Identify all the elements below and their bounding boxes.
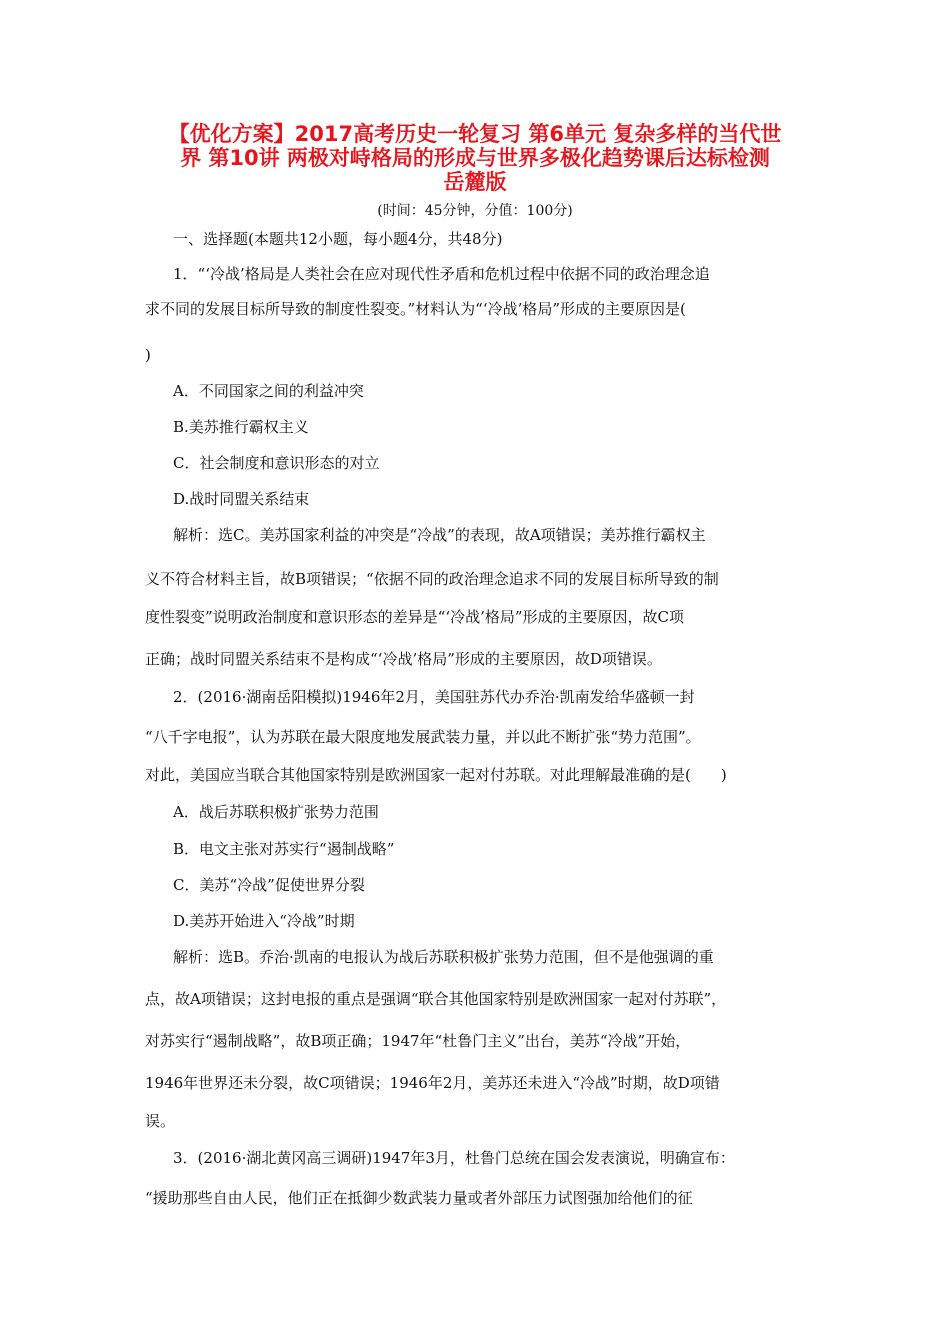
option-c: C．社会制度和意识形态的对立	[173, 454, 380, 472]
question-text: 对此，美国应当联合其他国家特别是欧洲国家一起对付苏联。对此理解最准确的是( )	[145, 766, 727, 784]
option-b: B．电文主张对苏实行“遏制战略”	[173, 840, 395, 858]
option-d: D.战时同盟关系结束	[173, 490, 310, 508]
answer-explanation: 1946年世界还未分裂，故C项错误；1946年2月，美苏还未进入“冷战”时期，故D项错	[145, 1074, 720, 1092]
option-c: C．美苏“冷战”促使世界分裂	[173, 876, 365, 894]
title-line: 界 第10讲 两极对峙格局的形成与世界多极化趋势课后达标检测	[180, 146, 770, 170]
time-score-note: (时间：45分钟，分值：100分)	[377, 203, 573, 219]
answer-explanation: 点，故A项错误；这封电报的重点是强调“联合其他国家特别是欧洲国家一起对付苏联”，	[145, 990, 727, 1008]
document-title	[120, 122, 830, 194]
option-a: A．战后苏联积极扩张势力范围	[173, 803, 379, 821]
answer-explanation: 义不符合材料主旨，故B项错误；“依据不同的政治理念追求不同的发展目标所导致的制	[145, 570, 719, 588]
option-d: D.美苏开始进入“冷战”时期	[173, 912, 355, 930]
answer-explanation: 解析：选B。乔治·凯南的电报认为战后苏联积极扩张势力范围，但不是他强调的重	[173, 948, 714, 966]
title-line: 岳麓版	[443, 170, 507, 194]
question-text: 1．“‘冷战’格局是人类社会在应对现代性矛盾和危机过程中依据不同的政治理念追	[173, 265, 710, 283]
question-text: 3．(2016·湖北黄冈高三调研)1947年3月，杜鲁门总统在国会发表演说，明确宣布：	[173, 1149, 735, 1167]
answer-explanation: 正确；战时同盟关系结束不是构成“‘冷战’格局”形成的主要原因，故D项错误。	[145, 650, 662, 668]
question-text: )	[145, 346, 151, 364]
question-text: 求不同的发展目标所导致的制度性裂变。”材料认为“‘冷战’格局”形成的主要原因是(	[145, 300, 686, 318]
answer-explanation: 度性裂变”说明政治制度和意识形态的差异是“‘冷战’格局”形成的主要原因，故C项	[145, 608, 685, 626]
option-b: B.美苏推行霸权主义	[173, 418, 309, 436]
answer-explanation: 对苏实行“遏制战略”，故B项正确；1947年“杜鲁门主义”出台，美苏“冷战”开始，	[145, 1032, 691, 1050]
question-text: “援助那些自由人民，他们正在抵御少数武装力量或者外部压力试图强加给他们的征	[145, 1189, 693, 1207]
answer-explanation: 误。	[145, 1112, 176, 1130]
option-a: A．不同国家之间的利益冲突	[173, 382, 364, 400]
title-line: 【优化方案】2017高考历史一轮复习 第6单元 复杂多样的当代世	[168, 122, 782, 146]
answer-explanation: 解析：选C。美苏国家利益的冲突是“冷战”的表现，故A项错误；美苏推行霸权主	[173, 526, 706, 544]
section-heading: 一、选择题(本题共12小题，每小题4分，共48分)	[173, 230, 503, 248]
question-text: “八千字电报”，认为苏联在最大限度地发展武装力量，并以此不断扩张“势力范围”。	[145, 728, 701, 746]
question-text: 2．(2016·湖南岳阳模拟)1946年2月，美国驻苏代办乔治·凯南发给华盛顿一封	[173, 688, 695, 706]
